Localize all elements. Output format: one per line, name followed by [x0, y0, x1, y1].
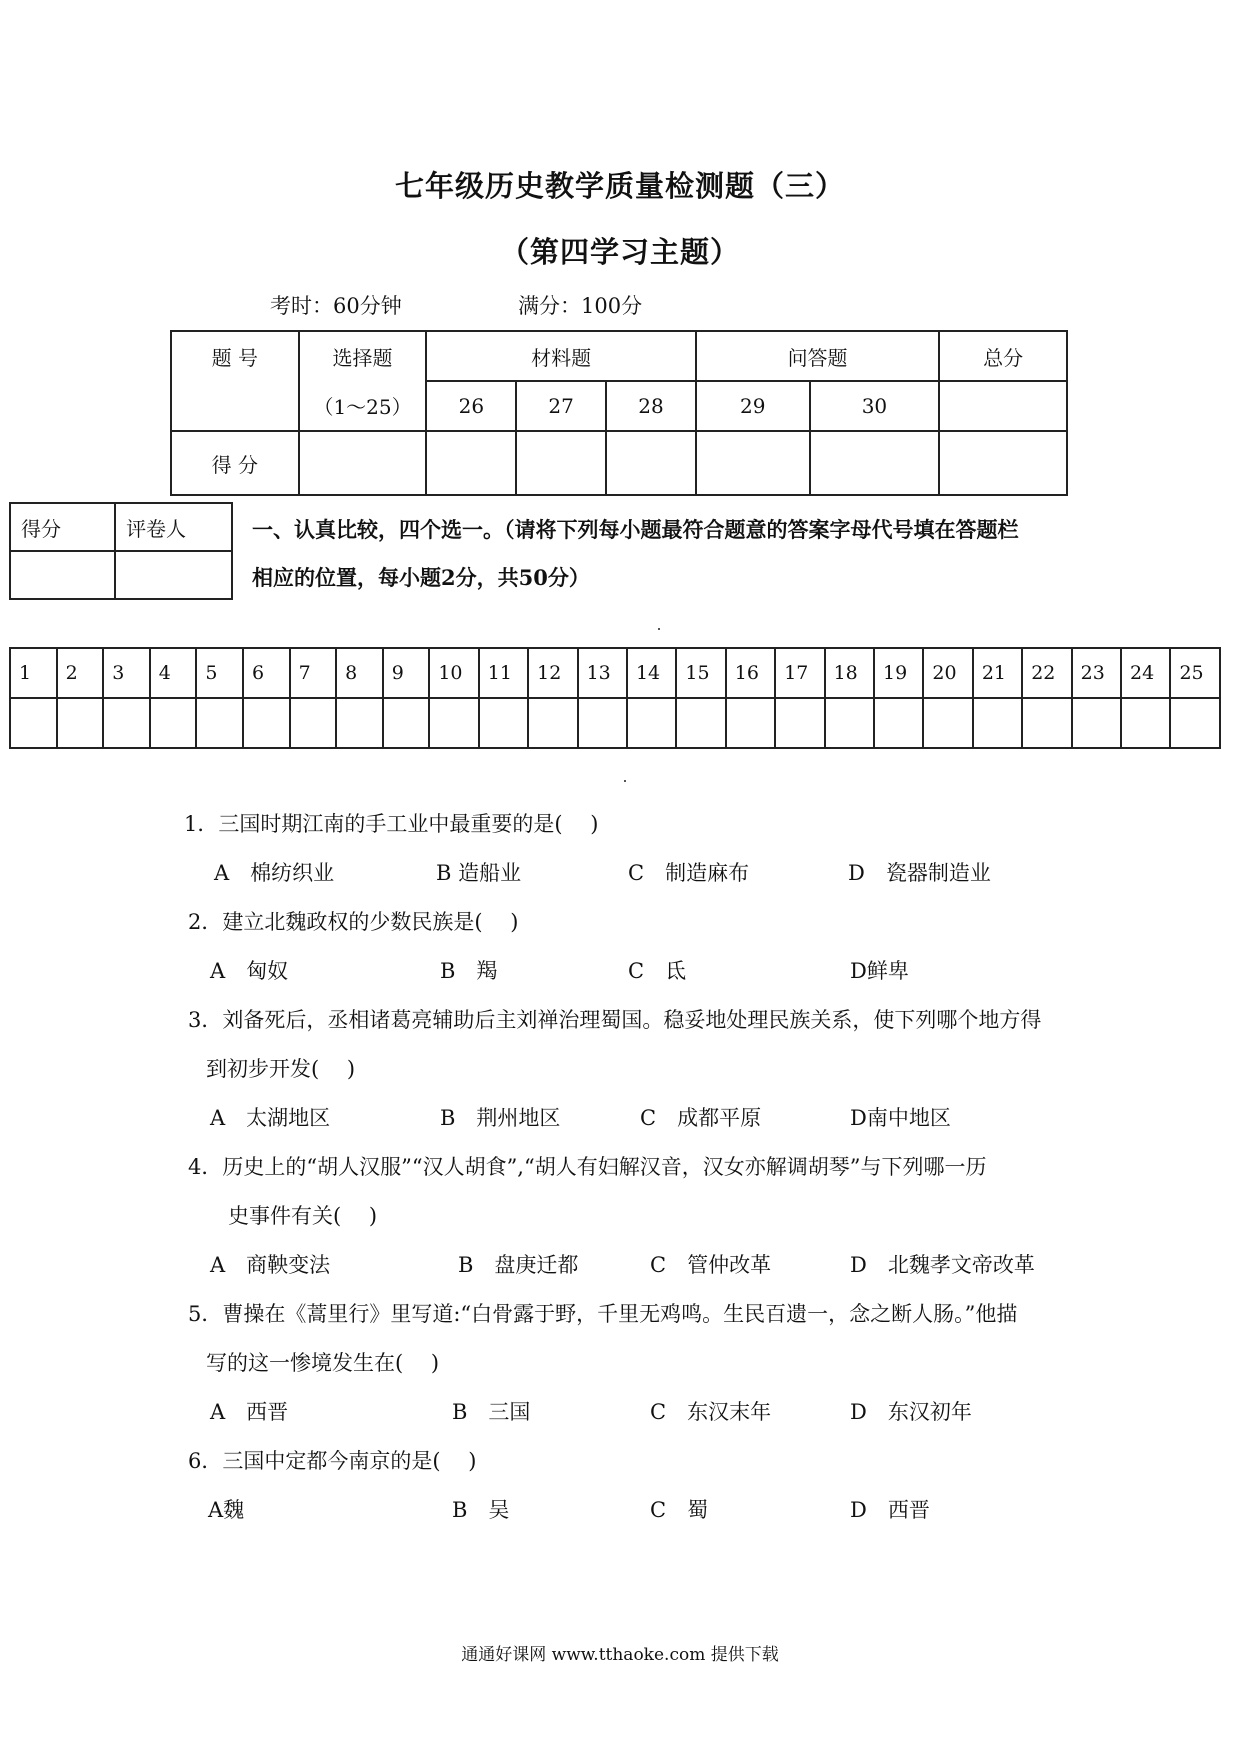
question-option: D 瓷器制造业 — [848, 861, 991, 885]
page-subtitle: （第四学习主题） — [499, 235, 740, 269]
question-option: C 氐 — [628, 959, 687, 983]
question-option: B 吴 — [452, 1498, 510, 1522]
answer-number-cell: 11 — [479, 648, 528, 698]
speck — [658, 628, 660, 630]
question-stem: 4．历史上的“胡人汉服”“汉人胡食”,“胡人有妇解汉音，汉女亦解调胡琴”与下列哪一历 — [188, 1155, 987, 1179]
answer-blank-cell[interactable] — [676, 698, 725, 748]
question-stem: 3．刘备死后，丞相诸葛亮辅助后主刘禅治理蜀国。稳妥地处理民族关系，使下列哪个地方得 — [188, 1008, 1042, 1032]
answer-number-cell: 25 — [1170, 648, 1220, 698]
score-q30-cell[interactable] — [810, 431, 940, 495]
question-option: C 管仲改革 — [650, 1253, 772, 1277]
header-choice-range: （1～25） — [299, 381, 427, 431]
score-choice-cell[interactable] — [299, 431, 427, 495]
answer-number-cell: 12 — [528, 648, 577, 698]
score-table — [170, 330, 1068, 496]
grader-score-cell[interactable] — [10, 551, 115, 599]
question-option: B 造船业 — [436, 861, 522, 885]
question-option: D 西晋 — [850, 1498, 930, 1522]
header-q30: 30 — [810, 381, 940, 431]
header-q27: 27 — [516, 381, 606, 431]
answer-blank-cell[interactable] — [290, 698, 337, 748]
section-instruction-line2: 相应的位置，每小题2分，共50分） — [252, 565, 590, 590]
question-option: A 商鞅变法 — [210, 1253, 331, 1277]
answer-blank-cell[interactable] — [775, 698, 824, 748]
header-q29: 29 — [696, 381, 810, 431]
answer-number-cell: 8 — [336, 648, 383, 698]
grader-name-cell[interactable] — [115, 551, 232, 599]
answer-number-cell: 20 — [923, 648, 972, 698]
answer-blank-cell[interactable] — [1072, 698, 1121, 748]
answer-blank-cell[interactable] — [150, 698, 197, 748]
answer-number-cell: 9 — [383, 648, 430, 698]
question-option: B 盘庚迁都 — [458, 1253, 579, 1277]
answer-number-cell: 1 — [10, 648, 57, 698]
answer-number-cell: 15 — [676, 648, 725, 698]
answer-number-cell: 24 — [1121, 648, 1170, 698]
question-option: D 北魏孝文帝改革 — [850, 1253, 1035, 1277]
score-q29-cell[interactable] — [696, 431, 810, 495]
question-stem: 写的这一惨境发生在( ) — [206, 1351, 440, 1375]
header-choice: 选择题 — [299, 331, 427, 381]
question-stem: 6．三国中定都今南京的是( ) — [188, 1449, 477, 1473]
answer-blank-cell[interactable] — [825, 698, 874, 748]
question-stem: 2．建立北魏政权的少数民族是( ) — [188, 910, 519, 934]
answer-blank-cell[interactable] — [578, 698, 627, 748]
answer-number-cell: 7 — [290, 648, 337, 698]
header-total: 总分 — [939, 331, 1067, 381]
answer-blank-cell[interactable] — [528, 698, 577, 748]
answer-number-cell: 10 — [429, 648, 478, 698]
answer-blank-cell[interactable] — [196, 698, 243, 748]
answer-blank-cell[interactable] — [429, 698, 478, 748]
answer-number-cell: 22 — [1022, 648, 1071, 698]
answer-blank-cell[interactable] — [923, 698, 972, 748]
score-row-label: 得 分 — [171, 431, 299, 495]
answer-blank-cell[interactable] — [103, 698, 150, 748]
header-essay: 问答题 — [696, 331, 939, 381]
answer-number-cell: 4 — [150, 648, 197, 698]
grader-score-label: 得分 — [10, 503, 115, 551]
question-option: C 东汉末年 — [650, 1400, 772, 1424]
exam-time: 考时：60分钟 — [270, 294, 402, 318]
footer-credit: 通通好课网 www.tthaoke.com 提供下载 — [461, 1645, 779, 1665]
answer-blank-cell[interactable] — [627, 698, 676, 748]
answer-number-cell: 6 — [243, 648, 290, 698]
question-stem: 1．三国时期江南的手工业中最重要的是( ) — [184, 812, 599, 836]
question-stem: 到初步开发( ) — [206, 1057, 356, 1081]
answer-number-cell: 3 — [103, 648, 150, 698]
header-material: 材料题 — [426, 331, 695, 381]
question-stem: 5．曹操在《蒿里行》里写道:“白骨露于野，千里无鸡鸣。生民百遗一，念之断人肠。”他描 — [188, 1302, 1018, 1326]
answer-number-cell: 14 — [627, 648, 676, 698]
full-score: 满分：100分 — [518, 294, 643, 318]
answer-number-row — [10, 648, 1220, 698]
question-option: A 棉纺织业 — [214, 861, 335, 885]
answer-number-cell: 17 — [775, 648, 824, 698]
answer-blank-cell[interactable] — [336, 698, 383, 748]
answer-blank-cell[interactable] — [973, 698, 1022, 748]
score-q27-cell[interactable] — [516, 431, 606, 495]
answer-number-cell: 18 — [825, 648, 874, 698]
score-q28-cell[interactable] — [606, 431, 696, 495]
question-option: A 西晋 — [210, 1400, 289, 1424]
question-option: C 成都平原 — [640, 1106, 762, 1130]
answer-number-cell: 23 — [1072, 648, 1121, 698]
question-option: C 制造麻布 — [628, 861, 750, 885]
answer-number-cell: 19 — [874, 648, 923, 698]
header-q26: 26 — [426, 381, 516, 431]
question-option: B 羯 — [440, 959, 498, 983]
question-option: A 太湖地区 — [210, 1106, 331, 1130]
answer-blank-cell[interactable] — [57, 698, 104, 748]
page-title: 七年级历史教学质量检测题（三） — [394, 169, 845, 203]
answer-blank-cell[interactable] — [243, 698, 290, 748]
answer-blank-cell[interactable] — [10, 698, 57, 748]
answer-number-cell: 5 — [196, 648, 243, 698]
answer-blank-cell[interactable] — [726, 698, 775, 748]
answer-number-cell: 16 — [726, 648, 775, 698]
question-option: A魏 — [208, 1498, 245, 1522]
answer-number-cell: 2 — [57, 648, 104, 698]
question-stem: 史事件有关( ) — [228, 1204, 378, 1228]
answer-blank-cell[interactable] — [1022, 698, 1071, 748]
grader-name-label: 评卷人 — [115, 503, 232, 551]
answer-blank-row — [10, 698, 1220, 748]
speck — [624, 780, 626, 782]
answer-grid — [9, 647, 1221, 749]
answer-blank-cell[interactable] — [1121, 698, 1170, 748]
question-option: D 东汉初年 — [850, 1400, 972, 1424]
answer-blank-cell[interactable] — [383, 698, 430, 748]
score-total-cell[interactable] — [939, 431, 1067, 495]
question-option: D鲜卑 — [850, 959, 909, 983]
question-option: B 三国 — [452, 1400, 531, 1424]
score-q26-cell[interactable] — [426, 431, 516, 495]
answer-number-cell: 13 — [578, 648, 627, 698]
header-q28: 28 — [606, 381, 696, 431]
answer-blank-cell[interactable] — [1170, 698, 1220, 748]
grader-box — [9, 502, 233, 600]
answer-blank-cell[interactable] — [479, 698, 528, 748]
question-option: B 荆州地区 — [440, 1106, 561, 1130]
answer-number-cell: 21 — [973, 648, 1022, 698]
header-question-number: 题 号 — [171, 331, 299, 431]
total-blank[interactable] — [939, 381, 1067, 431]
section-instruction-line1: 一、认真比较，四个选一。（请将下列每小题最符合题意的答案字母代号填在答题栏 — [252, 517, 1019, 542]
question-option: D南中地区 — [850, 1106, 951, 1130]
answer-blank-cell[interactable] — [874, 698, 923, 748]
question-option: C 蜀 — [650, 1498, 709, 1522]
question-option: A 匈奴 — [210, 959, 289, 983]
